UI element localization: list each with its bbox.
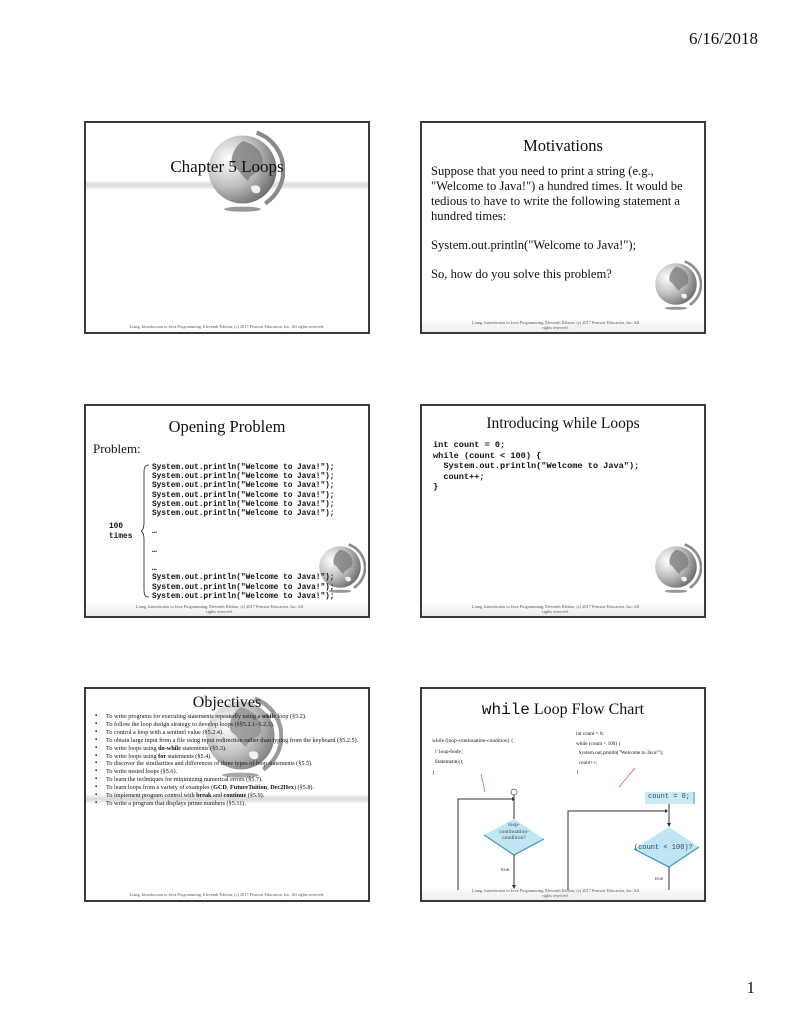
decision-label-example: (count < 100)? [634,844,693,852]
pointer-line [481,774,485,792]
objective-text: loop (§5.2). [275,713,307,720]
objective-item [92,713,360,721]
page-number: 1 [746,978,755,997]
paragraph: So, how do you solve this problem? [431,267,612,281]
objective-item [92,800,360,808]
slide-chapter-title [84,121,370,334]
slide-title: Introducing while Loops [486,415,640,432]
objective-text: To control a loop with a sentinel value (§5.2.4). [106,728,224,736]
objective-item [92,776,360,784]
objective-item [92,737,360,745]
objective-text: ) (§5.8). [293,784,315,792]
objective-text: statements (§5.3). [180,744,227,752]
true-label: true [654,876,664,882]
objective-item [92,745,360,753]
decision-label-general: loop- continuation- condition? [499,822,529,841]
objective-keyword: for [158,752,167,760]
objective-keyword: continue [223,792,247,800]
objective-keyword: break [196,792,212,800]
slide-while-flow-chart [420,687,706,902]
objectives-list [92,713,360,808]
slide-footer: Liang, Introduction to Java Programming, Eleventh Edition, (c) 2017 Pearson Education, Inc. All rights reserved. [471,888,640,898]
start-node [511,789,517,795]
objective-text: To learn loops from a variety of examples ( [106,784,214,792]
slide-objectives [84,687,370,902]
objective-keyword: while [261,713,276,720]
objective-text: To write loops using [106,744,159,752]
objective-keyword: do-while [158,744,181,752]
problem-label: Problem: [93,441,141,456]
pointer-line [619,768,635,787]
objective-item [92,729,360,737]
slide-title: Opening Problem [168,417,286,436]
objective-text: , [267,784,271,792]
objective-text: To discover the similarities and differences of three types of loop statements (§5.5). [106,760,313,768]
slide-footer: Liang, Introduction to Java Programming, Eleventh Edition, (c) 2017 Pearson Education, Inc. All rights reserved. [129,324,325,329]
objective-item [92,768,360,776]
slide-opening-problem [84,404,370,618]
paragraph: Suppose that you need to print a string (e.g., "Welcome to Java!") a hundred times. It would be tedious to have to write the following statement a hundred times: [431,164,683,223]
globe-icon [650,541,702,593]
objective-item [92,721,360,729]
objective-text: (§5.9). [246,792,265,800]
objective-keyword: GCD [213,784,227,792]
slide-title: Chapter 5 Loops [170,157,284,176]
slide-title: Objectives [192,694,262,711]
objective-keyword: Dec2Hex [270,784,294,792]
objective-text: and [211,792,224,800]
title-keyword: while [481,701,530,719]
code-block: System.out.println("Welcome to Java!"); System.out.println("Welcome to Java!"); System.out.println("Welcome to Java!"); System.out.println("Welcome to Java!"); System.out.println("Welcome to Java!"); System.out.println("Welcome to Java!"); … … … System.out.println("Welcome to Java!"); System.out.println("Welcome to Java!"); System.out.println("Welcome to Java!"); [152,464,335,601]
objective-text: To obtain large input from a file using input redirection rather than typing from the keyboard (§5.2.5). [106,736,359,744]
objective-text: To implement program control with [106,792,197,800]
slide-footer: Liang, Introduction to Java Programming, Eleventh Edition, (c) 2017 Pearson Education, Inc. All rights reserved. [129,892,325,897]
objective-text: , [226,784,230,792]
objective-text: To write a program that displays prime numbers (§5.11). [106,799,246,807]
objective-item [92,753,360,761]
objective-text: statements (§5.4). [166,752,212,760]
objective-text: To learn the techniques for minimizing numerical errors (§5.7). [106,776,263,784]
page-date: 6/16/2018 [689,29,758,48]
title-text: Loop Flow Chart [529,701,645,718]
curly-brace-icon [141,464,150,598]
objective-text: To follow the loop design strategy to develop loops (§§5.2.1–5.2.3). [106,720,275,728]
slide-body [431,164,696,296]
objective-text: To write programs for executing statements repeatedly using a [106,713,262,720]
objective-text: To write loops using [106,752,159,760]
general-syntax: while (loop-continuation-condition) { // loop-body; Statement(s); } [432,738,514,776]
slide-footer: Liang, Introduction to Java Programming, Eleventh Edition, (c) 2017 Pearson Education, Inc. All rights reserved. [135,604,304,614]
objective-text: To write nested loops (§5.6). [106,768,178,776]
objective-item [92,792,360,800]
slide-motivations [420,121,706,334]
paragraph: System.out.println("Welcome to Java!"); [431,238,637,252]
init-statement: count = 0; [648,793,691,801]
example-code: int count = 0; while (count < 100) { System.out.println("Welcome to Java!"); count++; } [576,731,664,775]
times-label: 100 times [109,523,133,541]
true-label: true [500,867,510,873]
objective-item [92,784,360,792]
slide-footer: Liang, Introduction to Java Programming, Eleventh Edition, (c) 2017 Pearson Education, Inc. All rights reserved. [471,320,640,330]
code-block: int count = 0; while (count < 100) { System.out.println("Welcome to Java"); count++; } [433,440,640,492]
objective-item [92,760,360,768]
slide-footer: Liang, Introduction to Java Programming, Eleventh Edition, (c) 2017 Pearson Education, Inc. All rights reserved. [471,604,640,614]
slide-introducing-while [420,404,706,618]
slide-title: Motivations [523,136,603,155]
objective-keyword: FutureTuition [229,784,268,792]
